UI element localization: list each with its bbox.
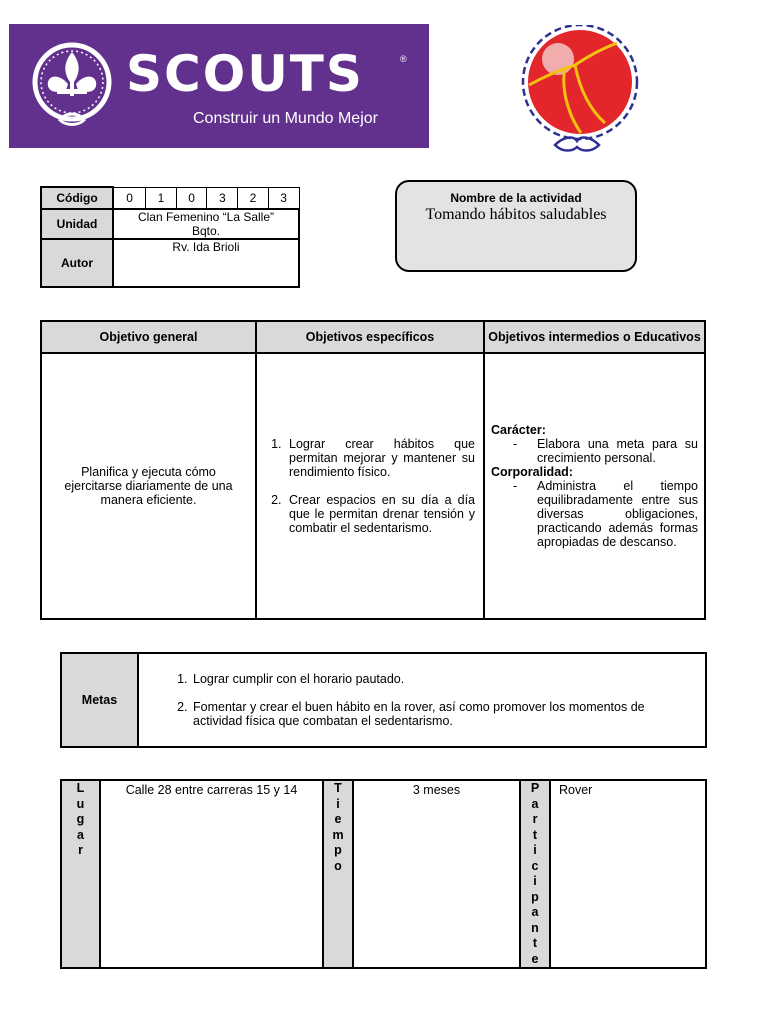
tiempo-label [323, 780, 353, 968]
activity-info-table [40, 186, 300, 288]
unidad-label: Unidad [41, 209, 113, 239]
list-item: 1. Lograr cumplir con el horario pautado. [191, 672, 697, 686]
codigo-label: Código [41, 187, 113, 209]
autor-label: Autor [41, 239, 113, 287]
list-item: - Elabora una meta para su crecimiento personal. [537, 437, 698, 465]
list-item: 2. Fomentar y crear el buen hábito en la rover, así como promover los momentos de actividad física que combatan el sedentarismo. [191, 700, 697, 728]
participante-label [520, 780, 550, 968]
activity-name: Tomando hábitos saludables [425, 206, 607, 223]
registered-mark: ® [400, 54, 407, 64]
header-objetivo-general: Objetivo general [41, 321, 256, 353]
intermedio-heading: Carácter: [491, 423, 546, 437]
header-objetivos-especificos: Objetivos específicos [256, 321, 484, 353]
header-objetivos-intermedios: Objetivos intermedios o Educativos [484, 321, 705, 353]
vertical-letter: a [531, 796, 539, 811]
objetivos-intermedios-cell [484, 353, 705, 619]
codigo-digit: 0 [113, 187, 146, 209]
activity-name-box [395, 180, 637, 272]
details-table [60, 779, 707, 969]
vertical-letter: t [532, 827, 538, 842]
objectives-table [40, 320, 706, 620]
brand-tagline: Construir un Mundo Mejor [193, 110, 378, 127]
metas-label: Metas [61, 653, 138, 747]
objetivos-especificos-list [257, 437, 483, 535]
lugar-label [61, 780, 100, 968]
vertical-letter: i [533, 874, 537, 888]
vertical-letter: p [334, 843, 342, 857]
vertical-letter: T [334, 781, 342, 795]
vertical-letter: c [531, 858, 539, 873]
vertical-letter: m [332, 827, 344, 842]
unidad-value-line: Bqto. [191, 224, 221, 238]
codigo-digit: 2 [238, 187, 269, 209]
vertical-letter: e [334, 812, 342, 826]
vertical-letter: a [531, 905, 539, 919]
vertical-letter: L [76, 781, 85, 795]
vertical-letter: g [76, 812, 85, 826]
autor-value [113, 239, 299, 287]
vertical-letter: P [530, 781, 540, 795]
tiempo-value: 3 meses [353, 780, 520, 968]
vertical-letter: o [334, 858, 342, 873]
unidad-value [113, 209, 299, 239]
vertical-letter: n [531, 920, 539, 935]
objetivo-general-text: Planifica y ejecuta cómo ejercitarse diariamente de una manera eficiente. [41, 353, 256, 619]
objetivos-intermedios-content [485, 423, 704, 549]
vertical-letter: p [531, 889, 539, 904]
intermedio-list [491, 479, 698, 549]
codigo-digit: 3 [207, 187, 238, 209]
lugar-value: Calle 28 entre carreras 15 y 14 [100, 780, 323, 968]
clan-emblem-logo [515, 25, 645, 155]
list-item: 2. Crear espacios en su día a día que le permitan drenar tensión y combatir el sedentarismo. [285, 493, 475, 535]
metas-table [60, 652, 707, 748]
codigo-digit: 0 [176, 187, 207, 209]
metas-content [138, 653, 706, 747]
brand-wordmark: SCOUTS [126, 45, 364, 103]
vertical-letter: i [336, 796, 340, 811]
intermedio-list [491, 437, 698, 465]
intermedio-heading: Corporalidad: [491, 465, 573, 479]
codigo-digit: 1 [146, 187, 177, 209]
vertical-letter: r [532, 812, 538, 826]
vertical-letter: t [532, 936, 538, 950]
scout-fleur-de-lis-logo [30, 40, 114, 132]
vertical-letter: e [531, 951, 539, 966]
scouts-banner [9, 24, 429, 148]
vertical-letter: i [533, 843, 537, 857]
objetivos-especificos-cell [256, 353, 484, 619]
codigo-digit: 3 [268, 187, 299, 209]
participante-value: Rover [550, 780, 706, 968]
metas-list [139, 672, 705, 728]
vertical-letter: r [78, 843, 83, 857]
activity-name-label: Nombre de la actividad [450, 191, 582, 205]
unidad-value-line: Clan Femenino “La Salle” [137, 210, 275, 224]
vertical-letter: u [76, 796, 85, 811]
vertical-letter: a [77, 827, 84, 842]
autor-name: Rv. Ida Brioli [172, 240, 240, 254]
list-item: 1. Lograr crear hábitos que permitan mejorar y mantener su rendimiento físico. [285, 437, 475, 479]
list-item: - Administra el tiempo equilibradamente entre sus diversas obligaciones, practicando además formas apropiadas de descanso. [537, 479, 698, 549]
